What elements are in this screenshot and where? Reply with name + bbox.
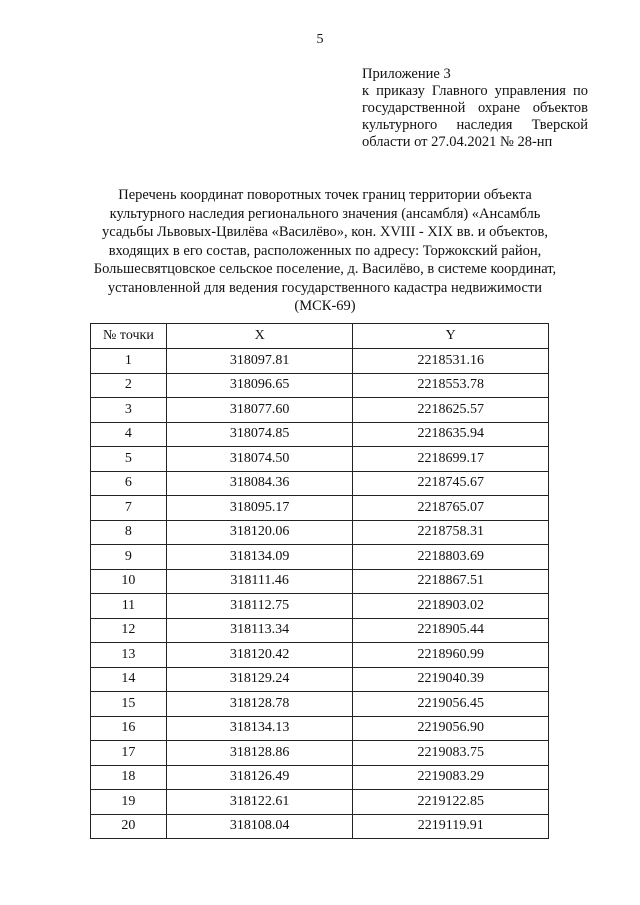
cell-x: 318096.65 bbox=[166, 373, 353, 398]
cell-x: 318134.09 bbox=[166, 545, 353, 570]
appendix-block bbox=[362, 66, 588, 151]
cell-point-number: 16 bbox=[91, 716, 167, 741]
appendix-line: Приложение 3 bbox=[362, 66, 451, 82]
table-row bbox=[91, 569, 549, 594]
cell-x: 318112.75 bbox=[166, 594, 353, 619]
cell-y: 2218625.57 bbox=[353, 398, 549, 423]
cell-x: 318077.60 bbox=[166, 398, 353, 423]
coordinates-table bbox=[90, 323, 549, 839]
table-row bbox=[91, 594, 549, 619]
cell-x: 318108.04 bbox=[166, 814, 353, 839]
cell-x: 318129.24 bbox=[166, 667, 353, 692]
cell-x: 318113.34 bbox=[166, 618, 353, 643]
cell-point-number: 11 bbox=[91, 594, 167, 619]
cell-y: 2219056.90 bbox=[353, 716, 549, 741]
heading-line: усадьбы Львовых-Цвилёва «Василёво», кон. XVIII - XIX вв. и объектов, bbox=[101, 224, 549, 240]
cell-y: 2218699.17 bbox=[353, 447, 549, 472]
appendix-line: области от 27.04.2021 № 28-нп bbox=[362, 134, 553, 150]
cell-y: 2218765.07 bbox=[353, 496, 549, 521]
cell-y: 2219056.45 bbox=[353, 692, 549, 717]
table-row bbox=[91, 667, 549, 692]
table-row bbox=[91, 373, 549, 398]
cell-y: 2218903.02 bbox=[353, 594, 549, 619]
table-row bbox=[91, 471, 549, 496]
cell-point-number: 19 bbox=[91, 790, 167, 815]
cell-x: 318074.50 bbox=[166, 447, 353, 472]
cell-y: 2218867.51 bbox=[353, 569, 549, 594]
table-row bbox=[91, 790, 549, 815]
appendix-line: государственной охране объектов bbox=[362, 100, 588, 116]
cell-point-number: 5 bbox=[91, 447, 167, 472]
cell-x: 318128.86 bbox=[166, 741, 353, 766]
cell-x: 318084.36 bbox=[166, 471, 353, 496]
cell-x: 318111.46 bbox=[166, 569, 353, 594]
cell-point-number: 6 bbox=[91, 471, 167, 496]
cell-x: 318120.42 bbox=[166, 643, 353, 668]
column-header-point: № точки bbox=[91, 324, 167, 349]
cell-point-number: 17 bbox=[91, 741, 167, 766]
page-number: 5 bbox=[316, 32, 324, 47]
cell-y: 2219083.75 bbox=[353, 741, 549, 766]
heading-line: входящих в его состав, расположенных по адресу: Торжокский район, bbox=[108, 242, 542, 259]
table-body bbox=[91, 349, 549, 839]
appendix-line: к приказу Главного управления по bbox=[362, 83, 588, 99]
table-row bbox=[91, 618, 549, 643]
table-row bbox=[91, 692, 549, 717]
cell-x: 318122.61 bbox=[166, 790, 353, 815]
cell-point-number: 3 bbox=[91, 398, 167, 423]
cell-y: 2218905.44 bbox=[353, 618, 549, 643]
cell-point-number: 1 bbox=[91, 349, 167, 374]
cell-y: 2218553.78 bbox=[353, 373, 549, 398]
cell-y: 2218745.67 bbox=[353, 471, 549, 496]
table-row bbox=[91, 447, 549, 472]
cell-point-number: 12 bbox=[91, 618, 167, 643]
table-row bbox=[91, 765, 549, 790]
cell-y: 2219083.29 bbox=[353, 765, 549, 790]
table-row bbox=[91, 545, 549, 570]
column-header-x: X bbox=[166, 324, 353, 349]
cell-x: 318126.49 bbox=[166, 765, 353, 790]
cell-x: 318134.13 bbox=[166, 716, 353, 741]
table-row bbox=[91, 741, 549, 766]
cell-y: 2218758.31 bbox=[353, 520, 549, 545]
cell-y: 2219119.91 bbox=[353, 814, 549, 839]
table-row bbox=[91, 814, 549, 839]
cell-x: 318120.06 bbox=[166, 520, 353, 545]
heading-line: культурного наследия регионального значения (ансамбля) «Ансамбль bbox=[109, 205, 541, 222]
cell-y: 2218960.99 bbox=[353, 643, 549, 668]
cell-x: 318097.81 bbox=[166, 349, 353, 374]
cell-point-number: 20 bbox=[91, 814, 167, 839]
table-row bbox=[91, 398, 549, 423]
cell-y: 2219122.85 bbox=[353, 790, 549, 815]
document-heading bbox=[80, 186, 570, 316]
appendix-line: культурного наследия Тверской bbox=[362, 117, 588, 133]
table-row bbox=[91, 716, 549, 741]
cell-x: 318074.85 bbox=[166, 422, 353, 447]
cell-y: 2218803.69 bbox=[353, 545, 549, 570]
table-row bbox=[91, 422, 549, 447]
heading-line: Большесвятцовское сельское поселение, д. Василёво, в системе координат, bbox=[93, 261, 557, 277]
table-row bbox=[91, 643, 549, 668]
cell-point-number: 14 bbox=[91, 667, 167, 692]
cell-y: 2219040.39 bbox=[353, 667, 549, 692]
cell-y: 2218635.94 bbox=[353, 422, 549, 447]
cell-point-number: 2 bbox=[91, 373, 167, 398]
cell-point-number: 9 bbox=[91, 545, 167, 570]
cell-point-number: 4 bbox=[91, 422, 167, 447]
heading-line: (МСК-69) bbox=[294, 298, 356, 314]
table-row bbox=[91, 349, 549, 374]
cell-x: 318128.78 bbox=[166, 692, 353, 717]
heading-line: Перечень координат поворотных точек границ территории объекта bbox=[118, 187, 532, 203]
cell-x: 318095.17 bbox=[166, 496, 353, 521]
table-row bbox=[91, 496, 549, 521]
column-header-y: Y bbox=[353, 324, 549, 349]
table-row bbox=[91, 520, 549, 545]
cell-y: 2218531.16 bbox=[353, 349, 549, 374]
cell-point-number: 18 bbox=[91, 765, 167, 790]
cell-point-number: 8 bbox=[91, 520, 167, 545]
table-header-row bbox=[91, 324, 549, 349]
cell-point-number: 7 bbox=[91, 496, 167, 521]
cell-point-number: 13 bbox=[91, 643, 167, 668]
cell-point-number: 15 bbox=[91, 692, 167, 717]
heading-line: установленной для ведения государственного кадастра недвижимости bbox=[107, 279, 543, 296]
cell-point-number: 10 bbox=[91, 569, 167, 594]
